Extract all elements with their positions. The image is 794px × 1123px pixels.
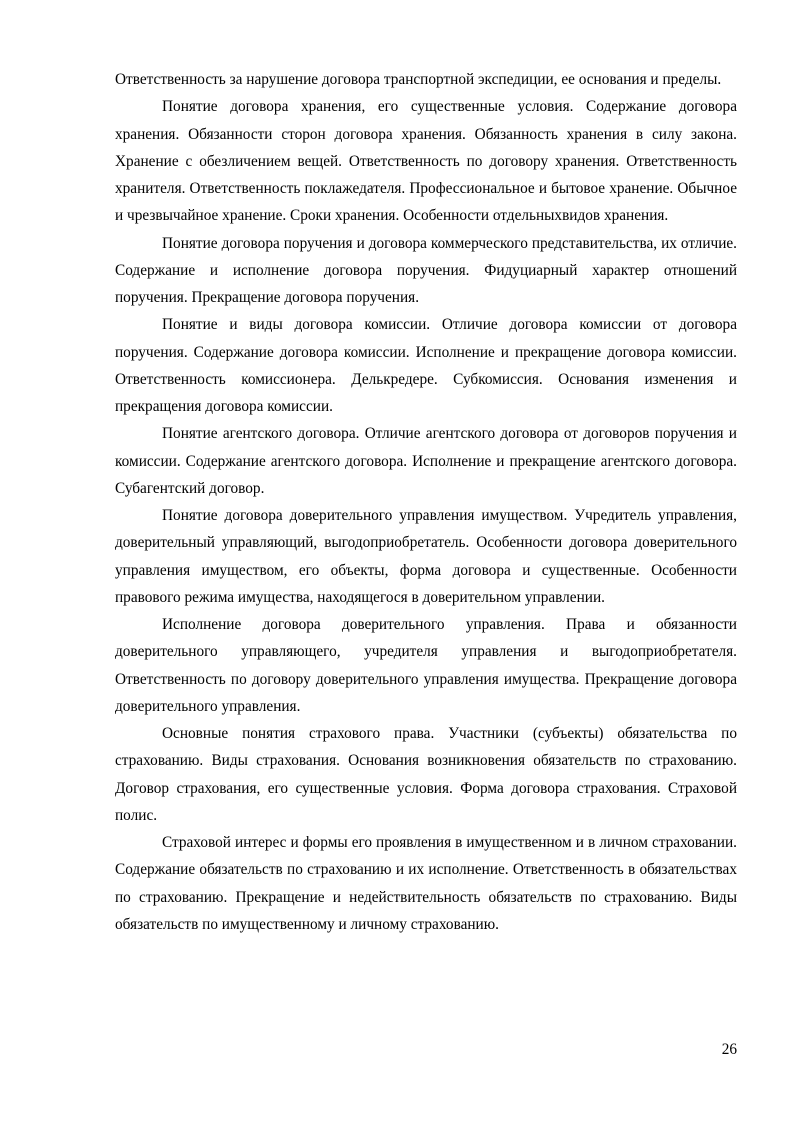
page-number: 26 [721, 1041, 737, 1058]
paragraph-insurance-law-basics: Основные понятия страхового права. Участники (субъекты) обязательства по страхованию. Виды страхования. Основания возникновения обязательств по страхованию. Договор страхования, его существенные условия. Форма договора страхования. Страховой полис. [115, 725, 737, 824]
paragraph-transport-expedition-liability: Ответственность за нарушение договора транспортной экспедиции, ее основания и пределы. [115, 71, 722, 88]
paragraph-agent-contract: Понятие агентского договора. Отличие агентского договора от договоров поручения и комиссии. Содержание агентского договора. Исполнение и прекращение агентского договора. Субагентский договор. [115, 425, 737, 497]
paragraph-agency-commercial-representation: Понятие договора поручения и договора коммерческого представительства, их отличие. Содержание и исполнение договора поручения. Фидуциарный характер отношений поручения. Прекращение договора поручения. [115, 234, 737, 306]
paragraph-trust-management-concept: Понятие договора доверительного управления имуществом. Учредитель управления, доверительный управляющий, выгодоприобретатель. Особенности договора доверительного управления имуществом, его объекты, форма договора и существенные. Особенности правового режима имущества, находящегося в доверительном управлении. [115, 507, 737, 606]
paragraph-commission-contract: Понятие и виды договора комиссии. Отличие договора комиссии от договора поручения. Содержание договора комиссии. Исполнение и прекращение договора комиссии. Ответственность комиссионера. Делькредере. Субкомиссия. Основания изменения и прекращения договора комиссии. [115, 316, 737, 415]
paragraph-trust-management-execution: Исполнение договора доверительного управления. Права и обязанности доверительного управляющего, учредителя управления и выгодоприобретателя. Ответственность по договору доверительного управления имущества. Прекращение договора доверительного управления. [115, 616, 737, 715]
paragraph-storage-contract: Понятие договора хранения, его существенные условия. Содержание договора хранения. Обязанности сторон договора хранения. Обязанность хранения в силу закона. Хранение с обезличением вещей. Ответственность по договору хранения. Ответственность хранителя. Ответственность поклажедателя. Профессиональное и бытовое хранение. Обычное и чрезвычайное хранение. Сроки хранения. Особенности отдельныхвидов хранения. [115, 98, 737, 225]
paragraph-insurance-interest: Страховой интерес и формы его проявления в имущественном и в личном страховании. Содержание обязательств по страхованию и их исполнение. Ответственность в обязательствах по страхованию. Прекращение и недействительность обязательств по страхованию. Виды обязательств по имущественному и личному страхованию. [115, 834, 737, 933]
body-text [115, 66, 737, 938]
